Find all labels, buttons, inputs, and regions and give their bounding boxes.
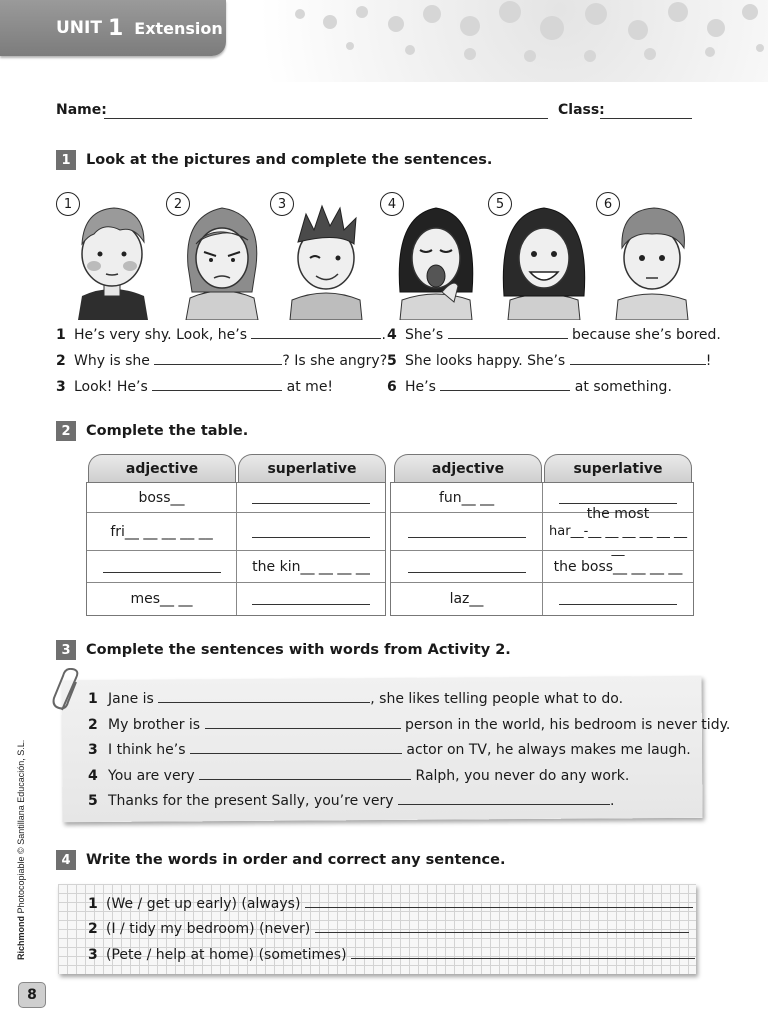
answer-line[interactable]: [315, 921, 689, 933]
table-cell: [391, 513, 543, 551]
sentence-number: 3: [56, 379, 66, 395]
sentence-number: 3: [88, 947, 98, 963]
activity-1-number: 1: [56, 150, 76, 170]
a4-sentence-1: [88, 896, 693, 912]
sentence-prompt: (I / tidy my bedroom) (never): [106, 921, 311, 937]
table-header: adjective: [88, 454, 236, 482]
answer-blank[interactable]: [440, 379, 570, 391]
table-cell: [237, 513, 385, 551]
activity-4-number: 4: [56, 850, 76, 870]
picture-number: 1: [56, 192, 80, 216]
picture-2: [166, 192, 272, 320]
unit-number: 1: [107, 15, 124, 41]
picture-6: [596, 192, 702, 320]
cell-text: the boss__ __ __ __: [553, 558, 683, 575]
sentence-number: 5: [387, 353, 397, 369]
sentence-text-after: at me!: [286, 379, 334, 395]
name-label: Name:: [56, 102, 107, 118]
picture-number: 4: [380, 192, 404, 216]
sentence-text-before: Look! He’s: [74, 379, 148, 395]
a1-sentence-4: [387, 327, 721, 343]
activity-2-number: 2: [56, 421, 76, 441]
a1-sentence-2: [56, 353, 387, 369]
answer-blank[interactable]: [205, 717, 401, 729]
a1-sentence-6: [387, 379, 672, 395]
table-cell: [391, 551, 543, 583]
table-header: superlative: [544, 454, 692, 482]
sentence-number: 1: [88, 691, 98, 707]
answer-blank[interactable]: [199, 768, 411, 780]
table-cell: [237, 551, 385, 583]
sentence-text-before: He’s very shy. Look, he’s: [74, 327, 248, 343]
a3-sentence-1: [88, 691, 623, 707]
table-cell: [391, 583, 543, 615]
activity-3-instruction: Complete the sentences with words from Activity 2.: [86, 642, 511, 658]
frowning-girl-illustration: [174, 196, 270, 320]
sentence-text-before: I think he’s: [108, 742, 186, 758]
activity-3-heading: [56, 640, 511, 660]
table-cell: [391, 483, 543, 513]
cell-text: the most: [586, 505, 650, 522]
a3-sentence-4: [88, 768, 629, 784]
picture-number: 3: [270, 192, 294, 216]
cell-text: boss__: [138, 489, 185, 506]
shy-boy-illustration: [64, 196, 160, 320]
sentence-text-before: My brother is: [108, 717, 201, 733]
a3-sentence-3: [88, 742, 691, 758]
sentence-text-after: , she likes telling people what to do.: [370, 691, 624, 707]
table-cell: [543, 505, 693, 557]
sentence-number: 4: [88, 768, 98, 784]
picture-5: [488, 192, 594, 320]
table-cell: [543, 551, 693, 583]
a1-sentence-3: [56, 379, 333, 395]
copyright-text: Photocopiable © Santillana Educación, S.L.: [16, 739, 26, 914]
answer-blank[interactable]: [103, 561, 221, 573]
sentence-text-before: She’s: [405, 327, 444, 343]
sentence-prompt: (We / get up early) (always): [106, 896, 301, 912]
sentence-number: 4: [387, 327, 397, 343]
sentence-number: 1: [88, 896, 98, 912]
table-right-block: [390, 482, 694, 616]
answer-blank[interactable]: [398, 793, 610, 805]
class-label: Class:: [558, 102, 605, 118]
cell-text: fri__ __ __ __ __: [110, 523, 213, 540]
name-field[interactable]: [104, 118, 548, 119]
adjective-table: [86, 454, 694, 616]
name-class-row: [56, 102, 692, 122]
pictures-row: [56, 192, 696, 320]
cell-text: laz__: [449, 591, 484, 607]
cell-text: mes__ __: [130, 591, 193, 607]
staring-boy-illustration: [604, 196, 700, 320]
sentence-text-after: at something.: [574, 379, 672, 395]
answer-blank[interactable]: [448, 327, 568, 339]
sentence-text-after: person in the world, his bedroom is never tidy.: [405, 717, 731, 733]
sentence-text-after: ? Is she angry?: [282, 353, 388, 369]
activity-2-instruction: Complete the table.: [86, 423, 249, 439]
picture-1: [56, 192, 162, 320]
sentence-text-after: actor on TV, he always makes me laugh.: [406, 742, 691, 758]
unit-section: Extension: [134, 18, 223, 38]
answer-blank[interactable]: [408, 526, 526, 538]
a3-sentence-5: [88, 793, 614, 809]
table-cell: [543, 583, 693, 615]
a4-sentence-2: [88, 921, 689, 937]
table-cell: [237, 483, 385, 513]
sentence-text-after: .: [381, 327, 386, 343]
cell-text: har__-__ __ __ __ __ __ __: [549, 523, 687, 557]
sentence-text-before: Thanks for the present Sally, you’re very: [108, 793, 394, 809]
sentence-number: 2: [88, 717, 98, 733]
answer-blank[interactable]: [251, 327, 381, 339]
table-header: adjective: [394, 454, 542, 482]
answer-blank[interactable]: [158, 691, 370, 703]
unit-tab: [0, 0, 226, 56]
a1-sentence-5: [387, 353, 711, 369]
a1-sentence-1: [56, 327, 386, 343]
table-cell: [87, 551, 237, 583]
answer-blank[interactable]: [559, 492, 677, 504]
class-field[interactable]: [600, 118, 692, 119]
activity-3-number: 3: [56, 640, 76, 660]
table-cell: [87, 513, 237, 551]
a3-sentence-2: [88, 717, 730, 733]
sentence-text-after: !: [705, 353, 712, 369]
activity-1-instruction: Look at the pictures and complete the sentences.: [86, 152, 493, 168]
sentence-number: 3: [88, 742, 98, 758]
winking-boy-illustration: [278, 196, 374, 320]
answer-blank[interactable]: [570, 353, 706, 365]
sentence-number: 2: [88, 921, 98, 937]
activity-1-heading: [56, 150, 492, 170]
sentence-text-before: She looks happy. She’s: [405, 353, 566, 369]
copyright-credit: [16, 740, 26, 960]
sentence-number: 5: [88, 793, 98, 809]
answer-blank[interactable]: [154, 353, 282, 365]
answer-blank[interactable]: [190, 742, 402, 754]
picture-3: [270, 192, 376, 320]
activity-2-heading: [56, 421, 248, 441]
page-number: 8: [18, 982, 46, 1008]
sentence-text-before: You are very: [108, 768, 195, 784]
picture-4: [380, 192, 486, 320]
smiling-girl-illustration: [496, 196, 592, 320]
paperclip-icon: [52, 668, 86, 714]
activity-4-instruction: Write the words in order and correct any sentence.: [86, 852, 506, 868]
picture-number: 6: [596, 192, 620, 216]
yawning-girl-illustration: [388, 196, 484, 320]
sentence-text-before: Why is she: [74, 353, 150, 369]
sentence-number: 1: [56, 327, 66, 343]
answer-blank[interactable]: [252, 593, 370, 605]
answer-blank[interactable]: [152, 379, 282, 391]
answer-blank[interactable]: [408, 561, 526, 573]
picture-number: 2: [166, 192, 190, 216]
table-left-block: [86, 482, 386, 616]
publisher-brand: Richmond: [16, 916, 26, 960]
sentence-text-before: He’s: [405, 379, 436, 395]
header-band: [0, 0, 768, 82]
sentence-prompt: (Pete / help at home) (sometimes): [106, 947, 347, 963]
sentence-text-after: Ralph, you never do any work.: [415, 768, 630, 784]
answer-line[interactable]: [305, 896, 693, 908]
answer-blank[interactable]: [252, 526, 370, 538]
cell-text: the kin__ __ __ __: [252, 558, 370, 575]
table-cell: [87, 583, 237, 615]
table-header: superlative: [238, 454, 386, 482]
sentence-text-after: because she’s bored.: [572, 327, 721, 343]
a4-sentence-3: [88, 947, 695, 963]
table-cell: [87, 483, 237, 513]
sentence-number: 2: [56, 353, 66, 369]
sentence-text-after: .: [610, 793, 615, 809]
answer-blank[interactable]: [252, 492, 370, 504]
sentence-text-before: Jane is: [108, 691, 154, 707]
activity-4-heading: [56, 850, 505, 870]
answer-line[interactable]: [351, 947, 695, 959]
table-cell: [237, 583, 385, 615]
picture-number: 5: [488, 192, 512, 216]
cell-text: fun__ __: [438, 489, 495, 506]
unit-label: UNIT: [56, 18, 102, 38]
answer-blank[interactable]: [559, 593, 677, 605]
sentence-number: 6: [387, 379, 397, 395]
